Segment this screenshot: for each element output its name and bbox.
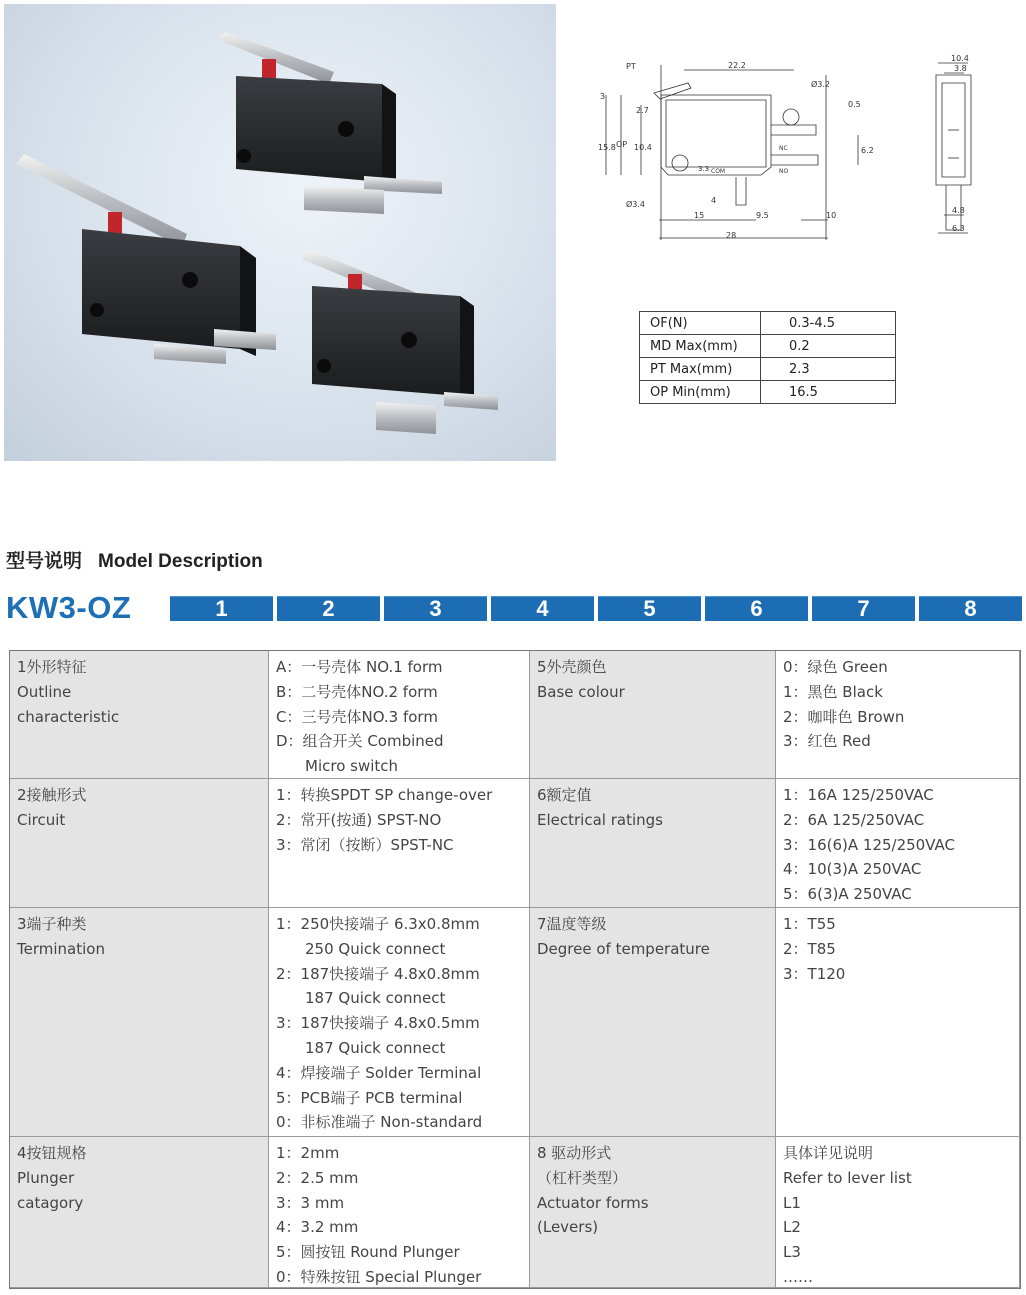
option-item: 3：红色 Red: [783, 732, 871, 751]
option-item: Refer to lever list: [783, 1168, 912, 1187]
micro-switch-illustration: [4, 4, 556, 461]
category-label: 5外壳颜色: [537, 658, 607, 676]
option-item: 1：T55: [783, 915, 836, 933]
position-box-1: 1: [170, 596, 273, 621]
svg-text:COM: COM: [711, 168, 726, 175]
svg-text:NO: NO: [779, 168, 789, 175]
position-box-5: 5: [598, 596, 701, 621]
switch-3: [302, 250, 498, 434]
option-item: 3：T120: [783, 964, 846, 983]
option-item: 1：250快接端子 6.3x0.8mm: [276, 915, 480, 933]
option-item: 250 Quick connect: [305, 939, 446, 958]
category-label: Outline: [17, 682, 72, 701]
svg-text:28: 28: [726, 231, 737, 240]
table-cell-right-title: [530, 1137, 776, 1288]
option-item: 2：6A 125/250VAC: [783, 810, 925, 829]
model-description-table: [9, 650, 1021, 1289]
table-cell-right-title: [530, 651, 776, 779]
category-label: Electrical ratings: [537, 810, 663, 829]
svg-text:6.2: 6.2: [861, 146, 874, 155]
category-label: Circuit: [17, 810, 66, 829]
svg-text:PT: PT: [626, 62, 636, 71]
position-box-2: 2: [277, 596, 380, 621]
param-row: OP Min(mm) 16.5: [640, 381, 896, 404]
svg-text:22.2: 22.2: [728, 61, 746, 70]
option-item: A：一号壳体 NO.1 form: [276, 658, 443, 676]
svg-text:OP: OP: [616, 140, 628, 149]
dimension-drawing: [596, 55, 1016, 245]
option-item: 3：3 mm: [276, 1193, 345, 1212]
option-item: 4：3.2 mm: [276, 1218, 359, 1237]
table-cell-right-options: [776, 908, 1020, 1137]
svg-text:4: 4: [711, 196, 717, 205]
option-item: 1：16A 125/250VAC: [783, 786, 934, 804]
position-box-7: 7: [812, 596, 915, 621]
option-item: 4：10(3)A 250VAC: [783, 860, 922, 879]
svg-text:3.8: 3.8: [954, 64, 967, 73]
table-cell-right-options: [776, 1137, 1020, 1288]
category-label: 2接触形式: [17, 786, 87, 804]
option-item: 2：常开(按通) SPST-NO: [276, 810, 442, 829]
category-label: （杠杆类型）: [537, 1168, 628, 1187]
option-item: 2：187快接端子 4.8x0.8mm: [276, 964, 480, 983]
option-item: 187 Quick connect: [305, 1038, 446, 1057]
option-item: 187 Quick connect: [305, 989, 446, 1008]
svg-text:10.4: 10.4: [634, 143, 652, 152]
option-item: 5：6(3)A 250VAC: [783, 885, 912, 904]
option-item: 0：特殊按钮 Special Plunger: [276, 1267, 482, 1286]
option-item: L1: [783, 1193, 801, 1212]
option-item: L3: [783, 1243, 801, 1262]
table-cell-left-title: [10, 651, 269, 779]
table-cell-right-title: [530, 908, 776, 1137]
category-label: 6额定值: [537, 786, 592, 804]
table-cell-left-title: [10, 1137, 269, 1288]
category-label: 4按钮规格: [17, 1144, 87, 1162]
option-item: 2：T85: [783, 939, 836, 958]
table-cell-right-options: [776, 779, 1020, 908]
option-item: Micro switch: [305, 757, 399, 776]
svg-text:10.4: 10.4: [951, 55, 969, 63]
svg-text:3.3: 3.3: [698, 165, 710, 173]
svg-text:9.5: 9.5: [756, 211, 769, 220]
svg-text:0.5: 0.5: [848, 100, 861, 109]
option-item: 具体详见说明: [783, 1144, 874, 1162]
option-item: D：组合开关 Combined: [276, 732, 444, 751]
svg-text:Ø3.2: Ø3.2: [811, 80, 831, 89]
section-heading-cn: 型号说明: [6, 551, 83, 572]
option-item: 1：转换SPDT SP change-over: [276, 786, 493, 804]
option-item: 3：187快接端子 4.8x0.5mm: [276, 1014, 480, 1033]
svg-text:Ø3.4: Ø3.4: [626, 200, 646, 209]
table-cell-left-options: [269, 779, 530, 908]
position-box-8: 8: [919, 596, 1022, 621]
category-label: catagory: [17, 1193, 84, 1212]
model-code: KW3-OZ: [6, 590, 132, 625]
position-box-4: 4: [491, 596, 594, 621]
svg-text:2.7: 2.7: [636, 106, 649, 115]
svg-text:15: 15: [694, 211, 705, 220]
switch-1: [216, 32, 442, 214]
category-label: Plunger: [17, 1168, 75, 1187]
table-cell-left-options: [269, 1137, 530, 1288]
svg-text:10: 10: [826, 211, 837, 220]
param-row: PT Max(mm) 2.3: [640, 358, 896, 381]
svg-text:6.3: 6.3: [952, 224, 965, 233]
option-item: 5：圆按钮 Round Plunger: [276, 1243, 460, 1262]
section-heading: [6, 546, 263, 573]
svg-text:3: 3: [600, 92, 606, 101]
table-cell-left-options: [269, 908, 530, 1137]
category-label: Base colour: [537, 682, 625, 701]
category-label: Termination: [17, 939, 105, 958]
product-photo: [4, 4, 556, 461]
category-label: characteristic: [17, 707, 120, 726]
table-cell-right-title: [530, 779, 776, 908]
option-item: 5：PCB端子 PCB terminal: [276, 1088, 463, 1107]
drawing-labels: [598, 55, 969, 240]
option-item: 0：绿色 Green: [783, 658, 888, 676]
option-item: 3：常闭（按断）SPST-NC: [276, 835, 454, 854]
svg-text:NC: NC: [779, 145, 788, 152]
category-label: 7温度等级: [537, 915, 607, 933]
table-cell-right-options: [776, 651, 1020, 779]
option-item: 1：黑色 Black: [783, 682, 883, 701]
parameter-table: [639, 311, 896, 404]
svg-text:4.8: 4.8: [952, 206, 965, 215]
svg-text:15.8: 15.8: [598, 143, 616, 152]
option-item: B：二号壳体NO.2 form: [276, 682, 438, 701]
category-label: 8 驱动形式: [537, 1144, 612, 1162]
option-item: 2：咖啡色 Brown: [783, 707, 905, 726]
option-item: L2: [783, 1218, 801, 1237]
table-cell-left-title: [10, 908, 269, 1137]
option-item: 4：焊接端子 Solder Terminal: [276, 1063, 482, 1082]
category-label: Actuator forms: [537, 1193, 649, 1212]
category-label: (Levers): [537, 1218, 599, 1237]
table-cell-left-title: [10, 779, 269, 908]
option-item: ……: [783, 1267, 813, 1286]
switch-2: [16, 154, 276, 364]
section-heading-en: Model Description: [98, 551, 263, 572]
position-box-3: 3: [384, 596, 487, 621]
table-cell-left-options: [269, 651, 530, 779]
param-row: OF(N) 0.3-4.5: [640, 312, 896, 335]
option-item: C：三号壳体NO.3 form: [276, 707, 438, 726]
position-box-6: 6: [705, 596, 808, 621]
category-label: 3端子种类: [17, 915, 87, 933]
option-item: 0：非标准端子 Non-standard: [276, 1113, 483, 1132]
param-row: MD Max(mm) 0.2: [640, 335, 896, 358]
option-item: 2：2.5 mm: [276, 1168, 359, 1187]
category-label: 1外形特征: [17, 658, 87, 676]
option-item: 3：16(6)A 125/250VAC: [783, 835, 955, 854]
option-item: 1：2mm: [276, 1144, 340, 1162]
category-label: Degree of temperature: [537, 939, 710, 958]
